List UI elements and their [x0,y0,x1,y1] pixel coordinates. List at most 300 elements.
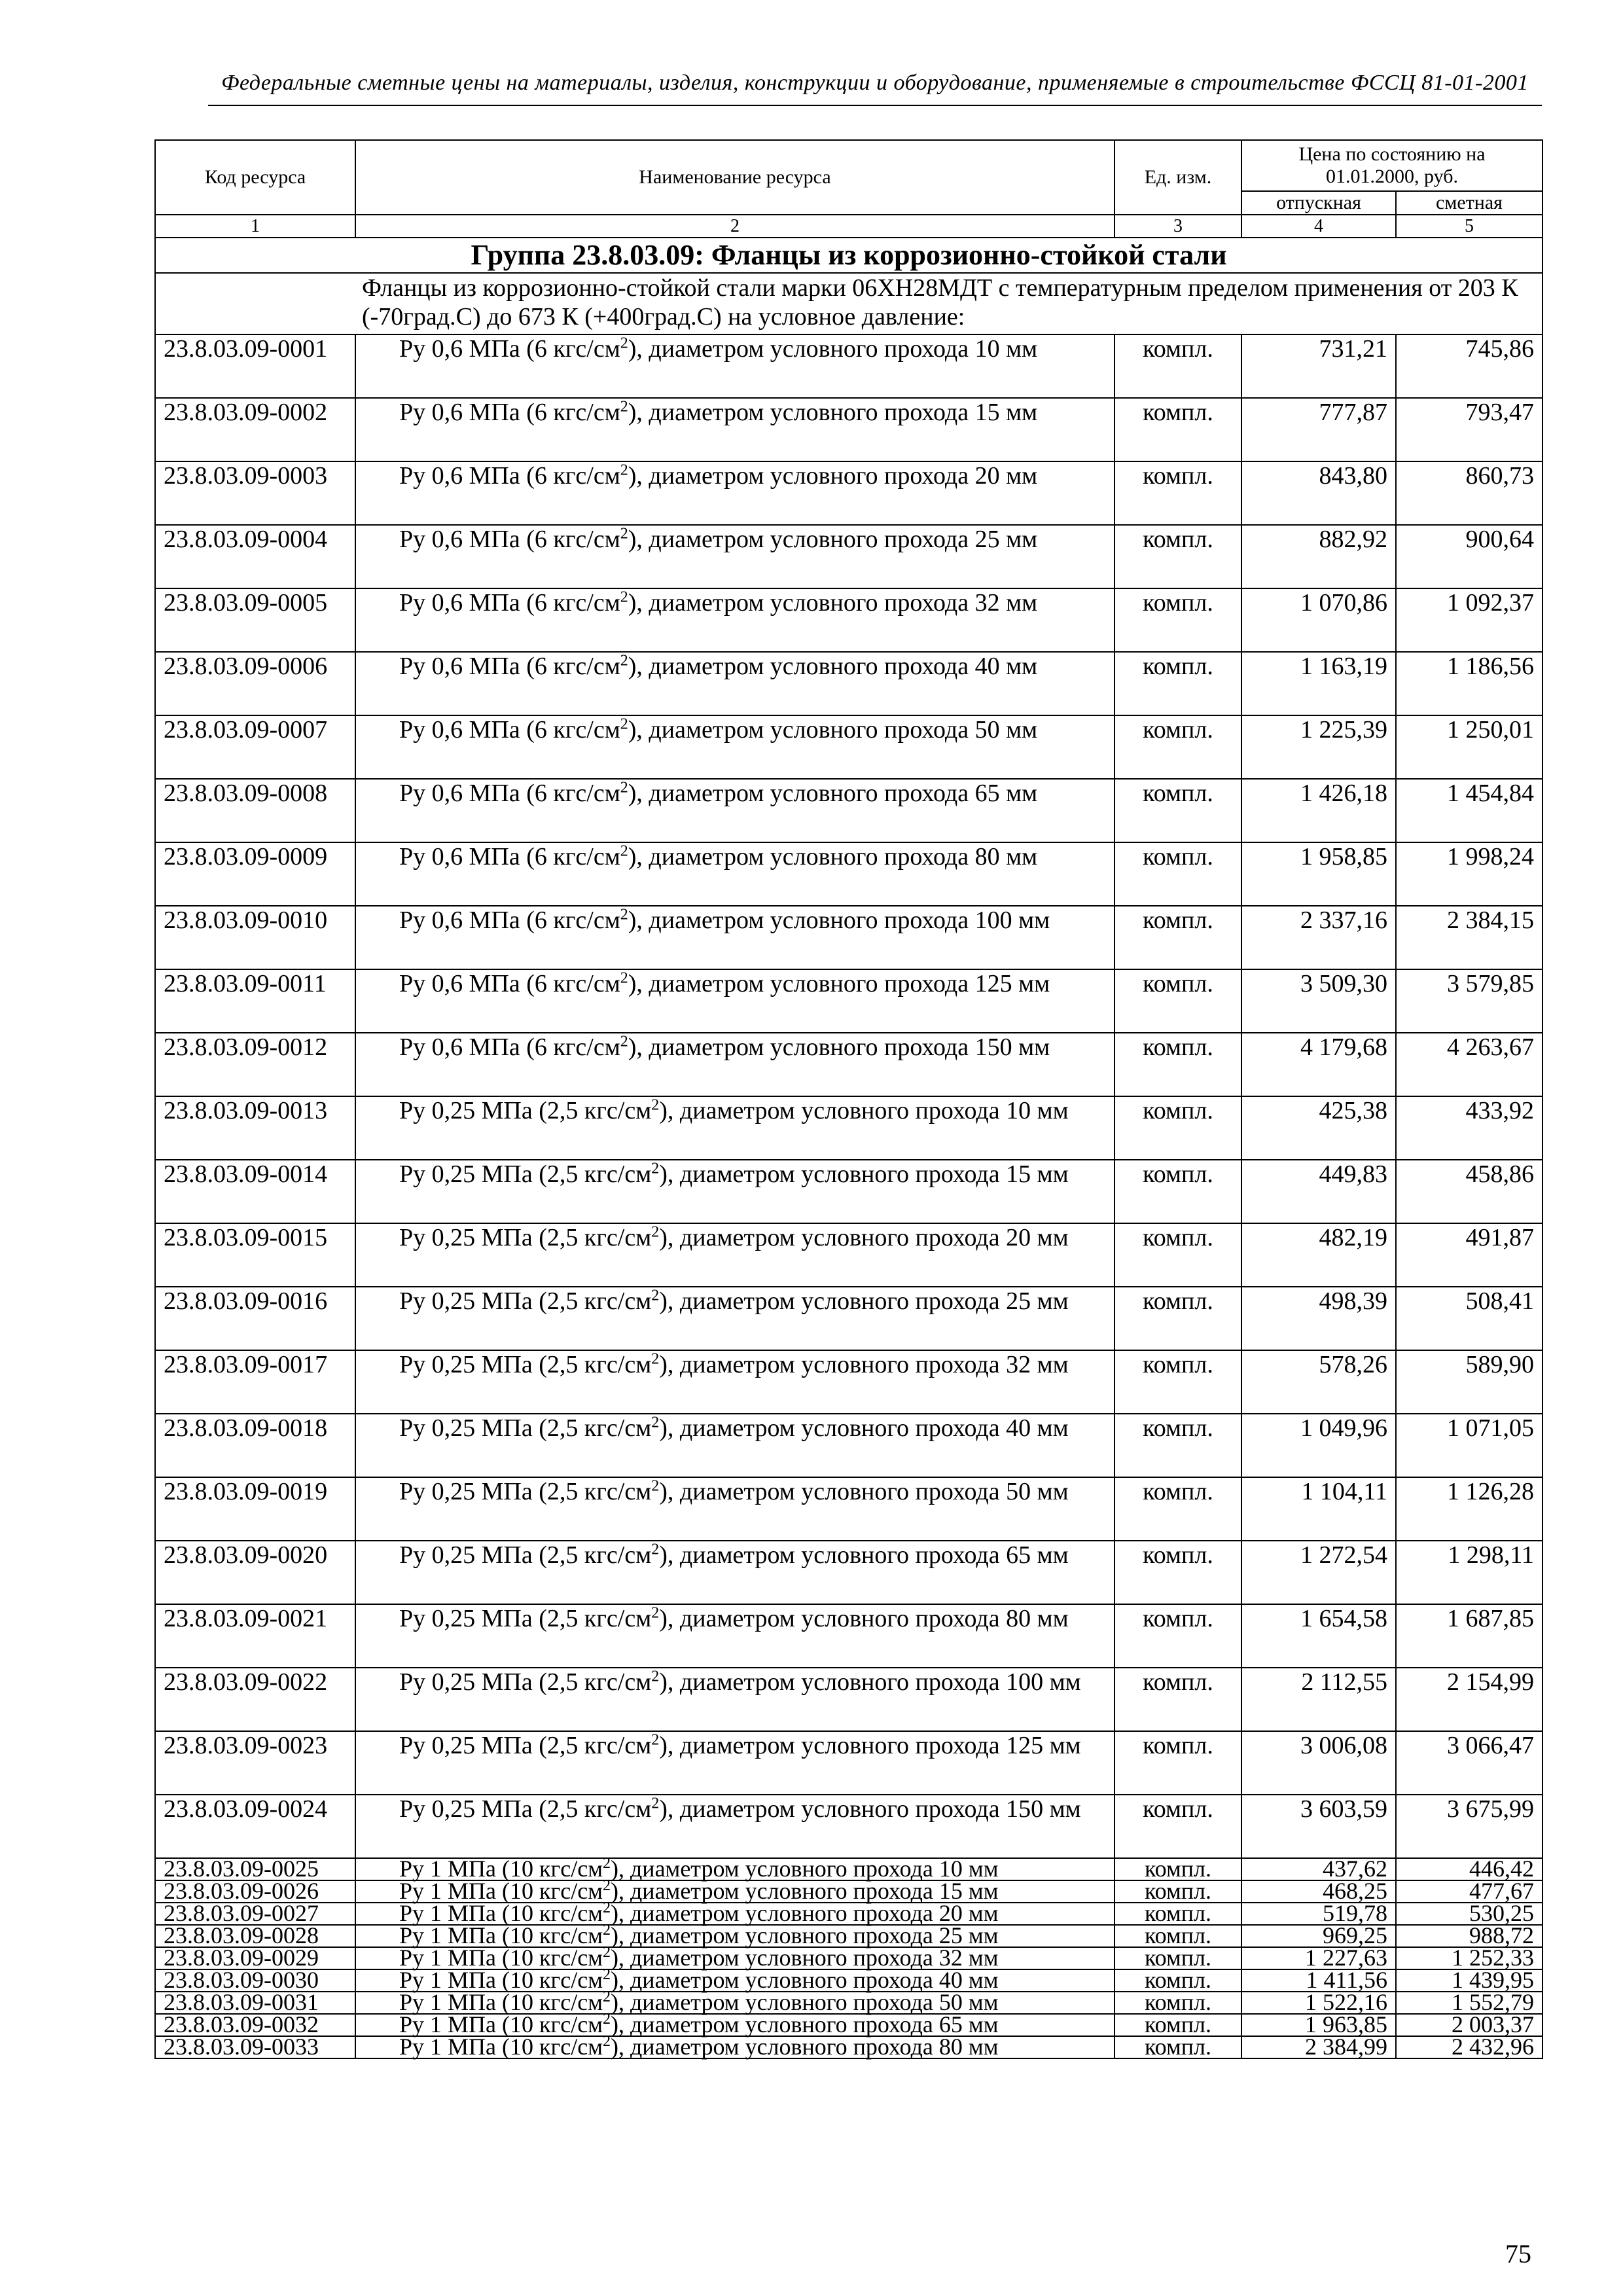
release-price: 3 603,59 [1241,1795,1396,1858]
resource-name-text: ), диаметром условного прохода 65 мм [611,2011,999,2037]
resource-name-text: ), диаметром условного прохода 15 мм [628,399,1038,426]
resource-name-text: ), диаметром условного прохода 50 мм [659,1478,1069,1505]
header-rule [208,105,1542,106]
resource-code: 23.8.03.09-0001 [155,334,355,398]
resource-name-text: ), диаметром условного прохода 150 мм [659,1795,1081,1823]
resource-name-text: ), диаметром условного прохода 125 мм [659,1732,1081,1759]
resource-code: 23.8.03.09-0015 [155,1223,355,1287]
resource-name-text: Ру 0,6 МПа (6 кгс/см [399,526,620,553]
resource-code: 23.8.03.09-0010 [155,906,355,969]
unit-of-measure: компл. [1115,1033,1241,1096]
resource-name-text: Ру 1 МПа (10 кгс/см [399,2011,603,2037]
superscript: 2 [651,1160,660,1177]
resource-name-text: ), диаметром условного прохода 25 мм [628,526,1038,553]
unit-of-measure: компл. [1115,2014,1241,2036]
release-price: 468,25 [1241,1880,1396,1903]
estimate-price: 2 384,15 [1396,906,1543,969]
unit-of-measure: компл. [1115,1992,1241,2014]
resource-name-text: ), диаметром условного прохода 10 мм [628,335,1038,363]
estimate-price: 491,87 [1396,1223,1543,1287]
resource-name [355,1160,1115,1223]
unit-of-measure: компл. [1115,779,1241,842]
resource-name [355,1477,1115,1541]
release-price: 882,92 [1241,525,1396,588]
resource-name [355,1877,1115,1904]
resource-name-text: ), диаметром условного прохода 32 мм [611,1945,999,1971]
resource-name-text: Ру 0,25 МПа (2,5 кгс/см [399,1605,652,1632]
resource-name-text: Ру 0,25 МПа (2,5 кгс/см [399,1478,652,1505]
resource-name-text: Ру 0,25 МПа (2,5 кгс/см [399,1668,652,1696]
release-price: 1 426,18 [1241,779,1396,842]
resource-name-text: ), диаметром условного прохода 50 мм [628,716,1038,744]
col-number: 2 [355,215,1115,238]
estimate-price: 589,90 [1396,1350,1543,1414]
resource-name [355,1966,1115,1993]
table-row [155,906,1543,969]
resource-name-text: Ру 1 МПа (10 кгс/см [399,1989,603,2015]
table-row [155,1223,1543,1287]
resource-name-text: ), диаметром условного прохода 40 мм [659,1414,1069,1442]
table-row [155,1795,1543,1858]
resource-name-text: Ру 1 МПа (10 кгс/см [399,2034,603,2060]
superscript: 2 [620,1033,628,1050]
unit-of-measure: компл. [1115,398,1241,461]
resource-code: 23.8.03.09-0026 [155,1880,355,1903]
col-header-release: отпускная [1241,191,1396,215]
unit-of-measure: компл. [1115,906,1241,969]
estimate-price: 1 687,85 [1396,1604,1543,1668]
estimate-price: 1 552,79 [1396,1992,1543,2014]
resource-code: 23.8.03.09-0024 [155,1795,355,1858]
resource-name-text: Ру 0,25 МПа (2,5 кгс/см [399,1541,652,1569]
release-price: 449,83 [1241,1160,1396,1223]
resource-name [355,1350,1115,1414]
table-row [155,1969,1543,1992]
resource-code: 23.8.03.09-0031 [155,1992,355,2014]
resource-name-text: Ру 0,6 МПа (6 кгс/см [399,780,620,807]
resource-code: 23.8.03.09-0005 [155,588,355,652]
superscript: 2 [651,1795,660,1812]
unit-of-measure: компл. [1115,1858,1241,1880]
resource-code: 23.8.03.09-0033 [155,2036,355,2058]
superscript: 2 [620,461,628,479]
resource-code: 23.8.03.09-0020 [155,1541,355,1604]
resource-name [355,1988,1115,2015]
release-price: 437,62 [1241,1858,1396,1880]
resource-code: 23.8.03.09-0023 [155,1731,355,1795]
estimate-price: 900,64 [1396,525,1543,588]
table-row [155,398,1543,461]
unit-of-measure: компл. [1115,1096,1241,1160]
unit-of-measure: компл. [1115,1925,1241,1947]
release-price: 777,87 [1241,398,1396,461]
table-row [155,588,1543,652]
superscript: 2 [651,1223,660,1241]
col-header-unit: Ед. изм. [1115,140,1241,215]
table-row [155,2014,1543,2036]
superscript: 2 [651,1414,660,1431]
estimate-price: 1 439,95 [1396,1969,1543,1992]
resource-code: 23.8.03.09-0016 [155,1287,355,1350]
resource-code: 23.8.03.09-0006 [155,652,355,715]
resource-name [355,2011,1115,2037]
resource-name [355,1795,1115,1858]
resource-name-text: Ру 1 МПа (10 кгс/см [399,1922,603,1948]
unit-of-measure: компл. [1115,1541,1241,1604]
resource-code: 23.8.03.09-0027 [155,1903,355,1925]
estimate-price: 2 154,99 [1396,1668,1543,1731]
resource-name-text: ), диаметром условного прохода 65 мм [628,780,1038,807]
resource-name-text: Ру 0,6 МПа (6 кгс/см [399,843,620,870]
col-number: 5 [1396,215,1543,238]
table-row [155,1477,1543,1541]
release-price: 1 272,54 [1241,1541,1396,1604]
estimate-price: 1 298,11 [1396,1541,1543,1604]
resource-name [355,461,1115,525]
estimate-price: 860,73 [1396,461,1543,525]
resource-name-text: Ру 1 МПа (10 кгс/см [399,1945,603,1971]
unit-of-measure: компл. [1115,1795,1241,1858]
resource-code: 23.8.03.09-0021 [155,1604,355,1668]
col-header-name: Наименование ресурса [355,140,1115,215]
resource-name-text: ), диаметром условного прохода 150 мм [628,1033,1050,1061]
release-price: 578,26 [1241,1350,1396,1414]
resource-name-text: Ру 0,6 МПа (6 кгс/см [399,462,620,490]
group-title-row [155,238,1543,273]
unit-of-measure: компл. [1115,1160,1241,1223]
superscript: 2 [620,588,628,606]
table-row [155,1731,1543,1795]
resource-code: 23.8.03.09-0008 [155,779,355,842]
release-price: 731,21 [1241,334,1396,398]
superscript: 2 [651,1541,660,1558]
superscript: 2 [620,969,628,987]
unit-of-measure: компл. [1115,1731,1241,1795]
resource-code: 23.8.03.09-0029 [155,1947,355,1969]
resource-name [355,906,1115,969]
estimate-price: 1 186,56 [1396,652,1543,715]
resource-name [355,1899,1115,1926]
estimate-price: 530,25 [1396,1903,1543,1925]
resource-name-text: ), диаметром условного прохода 10 мм [611,1856,999,1882]
release-price: 1 654,58 [1241,1604,1396,1668]
unit-of-measure: компл. [1115,715,1241,779]
table-row [155,1668,1543,1731]
resource-name-text: Ру 0,6 МПа (6 кгс/см [399,906,620,934]
unit-of-measure: компл. [1115,1903,1241,1925]
unit-of-measure: компл. [1115,1604,1241,1668]
table-row [155,969,1543,1033]
col-number: 1 [155,215,355,238]
resource-name [355,1922,1115,1948]
estimate-price: 508,41 [1396,1287,1543,1350]
superscript: 2 [620,842,628,860]
table-row [155,1858,1543,1880]
resource-name-text: Ру 0,25 МПа (2,5 кгс/см [399,1097,652,1124]
group-description: Фланцы из коррозионно-стойкой стали марки 06ХН28МДТ с температурным пределом применения от 203 К (-70град.С) до 673 К (+400град.С) на условное давление: [355,273,1543,334]
unit-of-measure: компл. [1115,1477,1241,1541]
release-price: 3 006,08 [1241,1731,1396,1795]
resource-name-text: ), диаметром условного прохода 32 мм [659,1351,1069,1378]
release-price: 519,78 [1241,1903,1396,1925]
superscript: 2 [620,715,628,733]
superscript: 2 [603,2033,611,2050]
resource-name-text: ), диаметром условного прохода 25 мм [611,1922,999,1948]
resource-name-text: ), диаметром условного прохода 100 мм [659,1668,1081,1696]
release-price: 2 384,99 [1241,2036,1396,2058]
estimate-price: 2 432,96 [1396,2036,1543,2058]
estimate-price: 1 126,28 [1396,1477,1543,1541]
release-price: 1 411,56 [1241,1969,1396,1992]
resource-code: 23.8.03.09-0028 [155,1925,355,1947]
superscript: 2 [603,1899,611,1916]
estimate-price: 3 675,99 [1396,1795,1543,1858]
column-number-row [155,215,1543,238]
resource-code: 23.8.03.09-0017 [155,1350,355,1414]
resource-name-text: Ру 0,25 МПа (2,5 кгс/см [399,1795,652,1823]
col-header-estimate: сметная [1396,191,1543,215]
resource-name-text: Ру 0,25 МПа (2,5 кгс/см [399,1732,652,1759]
estimate-price: 477,67 [1396,1880,1543,1903]
superscript: 2 [620,525,628,543]
release-price: 3 509,30 [1241,969,1396,1033]
col-header-price: Цена по состоянию на 01.01.2000, руб. [1241,140,1543,191]
superscript: 2 [603,1944,611,1961]
resource-name-text: Ру 0,6 МПа (6 кгс/см [399,589,620,617]
unit-of-measure: компл. [1115,969,1241,1033]
resource-name-text: ), диаметром условного прохода 20 мм [628,462,1038,490]
release-price: 4 179,68 [1241,1033,1396,1096]
resource-name-text: Ру 1 МПа (10 кгс/см [399,1967,603,1993]
resource-name [355,1604,1115,1668]
resource-name-text: ), диаметром условного прохода 25 мм [659,1287,1069,1315]
resource-name-text: ), диаметром условного прохода 10 мм [659,1097,1069,1124]
resource-name-text: ), диаметром условного прохода 100 мм [628,906,1050,934]
resource-code: 23.8.03.09-0009 [155,842,355,906]
release-price: 1 227,63 [1241,1947,1396,1969]
superscript: 2 [603,2011,611,2028]
resource-code: 23.8.03.09-0030 [155,1969,355,1992]
unit-of-measure: компл. [1115,1350,1241,1414]
estimate-price: 1 092,37 [1396,588,1543,652]
resource-name [355,1414,1115,1477]
estimate-price: 2 003,37 [1396,2014,1543,2036]
resource-name-text: ), диаметром условного прохода 125 мм [628,970,1050,997]
release-price: 2 337,16 [1241,906,1396,969]
resource-code: 23.8.03.09-0011 [155,969,355,1033]
resource-name-text: ), диаметром условного прохода 40 мм [628,653,1038,680]
resource-name-text: Ру 0,25 МПа (2,5 кгс/см [399,1287,652,1315]
release-price: 482,19 [1241,1223,1396,1287]
table-row [155,1604,1543,1668]
estimate-price: 745,86 [1396,334,1543,398]
table-row [155,1992,1543,2014]
resource-name-text: ), диаметром условного прохода 40 мм [611,1967,999,1993]
unit-of-measure: компл. [1115,1414,1241,1477]
resource-name [355,588,1115,652]
release-price: 1 958,85 [1241,842,1396,906]
resource-code: 23.8.03.09-0018 [155,1414,355,1477]
resource-name-text: Ру 0,25 МПа (2,5 кгс/см [399,1224,652,1251]
unit-of-measure: компл. [1115,334,1241,398]
resource-name [355,1287,1115,1350]
table-row [155,1541,1543,1604]
resource-name-text: Ру 0,6 МПа (6 кгс/см [399,653,620,680]
release-price: 843,80 [1241,461,1396,525]
resource-code: 23.8.03.09-0003 [155,461,355,525]
resource-code: 23.8.03.09-0014 [155,1160,355,1223]
resource-name [355,1731,1115,1795]
unit-of-measure: компл. [1115,2036,1241,2058]
resource-name-text: Ру 0,25 МПа (2,5 кгс/см [399,1351,652,1378]
estimate-price: 1 454,84 [1396,779,1543,842]
resource-name-text: ), диаметром условного прохода 20 мм [659,1224,1069,1251]
estimate-price: 3 066,47 [1396,1731,1543,1795]
superscript: 2 [651,1477,660,1495]
resource-name [355,334,1115,398]
resource-name-text: Ру 0,6 МПа (6 кгс/см [399,399,620,426]
table-row [155,1350,1543,1414]
unit-of-measure: компл. [1115,1668,1241,1731]
resource-name [355,652,1115,715]
superscript: 2 [620,906,628,924]
table-row [155,1903,1543,1925]
resource-name [355,1223,1115,1287]
unit-of-measure: компл. [1115,461,1241,525]
table-row [155,779,1543,842]
resource-code: 23.8.03.09-0032 [155,2014,355,2036]
superscript: 2 [651,1096,660,1114]
unit-of-measure: компл. [1115,1969,1241,1992]
resource-name-text: Ру 0,6 МПа (6 кгс/см [399,716,620,744]
resource-name-text: Ру 1 МПа (10 кгс/см [399,1856,603,1882]
resource-name-text: Ру 0,25 МПа (2,5 кгс/см [399,1414,652,1442]
table-row [155,1925,1543,1947]
release-price: 969,25 [1241,1925,1396,1947]
unit-of-measure: компл. [1115,1880,1241,1903]
estimate-price: 3 579,85 [1396,969,1543,1033]
table-row [155,842,1543,906]
unit-of-measure: компл. [1115,1287,1241,1350]
estimate-price: 1 998,24 [1396,842,1543,906]
resource-name [355,525,1115,588]
estimate-price: 1 250,01 [1396,715,1543,779]
resource-name [355,1033,1115,1096]
release-price: 1 070,86 [1241,588,1396,652]
resource-name-text: ), диаметром условного прохода 50 мм [611,1989,999,2015]
estimate-price: 793,47 [1396,398,1543,461]
estimate-price: 988,72 [1396,1925,1543,1947]
resource-name-text: ), диаметром условного прохода 80 мм [628,843,1038,870]
resource-name [355,1541,1115,1604]
resource-name-text: ), диаметром условного прохода 80 мм [659,1605,1069,1632]
superscript: 2 [603,1877,611,1894]
resource-name [355,715,1115,779]
resource-name [355,1668,1115,1731]
group-description-row [155,273,1543,334]
resource-name [355,398,1115,461]
superscript: 2 [620,652,628,670]
superscript: 2 [603,1855,611,1872]
superscript: 2 [651,1731,660,1749]
table-row [155,461,1543,525]
release-price: 2 112,55 [1241,1668,1396,1731]
resource-name [355,779,1115,842]
resource-code: 23.8.03.09-0025 [155,1858,355,1880]
release-price: 1 163,19 [1241,652,1396,715]
release-price: 425,38 [1241,1096,1396,1160]
col-number: 4 [1241,215,1396,238]
resource-code: 23.8.03.09-0022 [155,1668,355,1731]
table-row [155,652,1543,715]
table-row [155,1033,1543,1096]
estimate-price: 458,86 [1396,1160,1543,1223]
resource-name [355,969,1115,1033]
resource-name [355,1855,1115,1882]
superscript: 2 [651,1287,660,1304]
superscript: 2 [620,398,628,416]
superscript: 2 [603,1966,611,1983]
resource-name-text: ), диаметром условного прохода 65 мм [659,1541,1069,1569]
table-row [155,1947,1543,1969]
resource-name-text: ), диаметром условного прохода 80 мм [611,2034,999,2060]
resource-code: 23.8.03.09-0012 [155,1033,355,1096]
resource-code: 23.8.03.09-0004 [155,525,355,588]
resource-code: 23.8.03.09-0007 [155,715,355,779]
resource-name [355,1944,1115,1971]
resource-name-text: Ру 0,6 МПа (6 кгс/см [399,335,620,363]
resource-name-text: ), диаметром условного прохода 20 мм [611,1900,999,1926]
unit-of-measure: компл. [1115,652,1241,715]
table-header-row [155,140,1543,191]
resource-name [355,1096,1115,1160]
estimate-price: 1 252,33 [1396,1947,1543,1969]
table-row [155,525,1543,588]
resource-code: 23.8.03.09-0013 [155,1096,355,1160]
resource-code: 23.8.03.09-0002 [155,398,355,461]
superscript: 2 [603,1922,611,1939]
superscript: 2 [651,1350,660,1368]
table-row [155,1414,1543,1477]
estimate-price: 446,42 [1396,1858,1543,1880]
table-row [155,715,1543,779]
release-price: 1 049,96 [1241,1414,1396,1477]
estimate-price: 1 071,05 [1396,1414,1543,1477]
release-price: 1 225,39 [1241,715,1396,779]
resource-name-text: Ру 1 МПа (10 кгс/см [399,1900,603,1926]
resource-name-text: ), диаметром условного прохода 15 мм [659,1160,1069,1188]
unit-of-measure: компл. [1115,1947,1241,1969]
superscript: 2 [651,1604,660,1622]
superscript: 2 [603,1988,611,2005]
superscript: 2 [620,334,628,352]
table-row [155,1880,1543,1903]
superscript: 2 [651,1668,660,1685]
resource-name [355,842,1115,906]
unit-of-measure: компл. [1115,525,1241,588]
col-header-code: Код ресурса [155,140,355,215]
table-row [155,1160,1543,1223]
table-row [155,1096,1543,1160]
table-row [155,2036,1543,2058]
resource-name-text: Ру 0,25 МПа (2,5 кгс/см [399,1160,652,1188]
unit-of-measure: компл. [1115,1223,1241,1287]
price-table [154,139,1543,2059]
resource-name-text: ), диаметром условного прохода 32 мм [628,589,1038,617]
table-row [155,334,1543,398]
table-row [155,1287,1543,1350]
unit-of-measure: компл. [1115,588,1241,652]
